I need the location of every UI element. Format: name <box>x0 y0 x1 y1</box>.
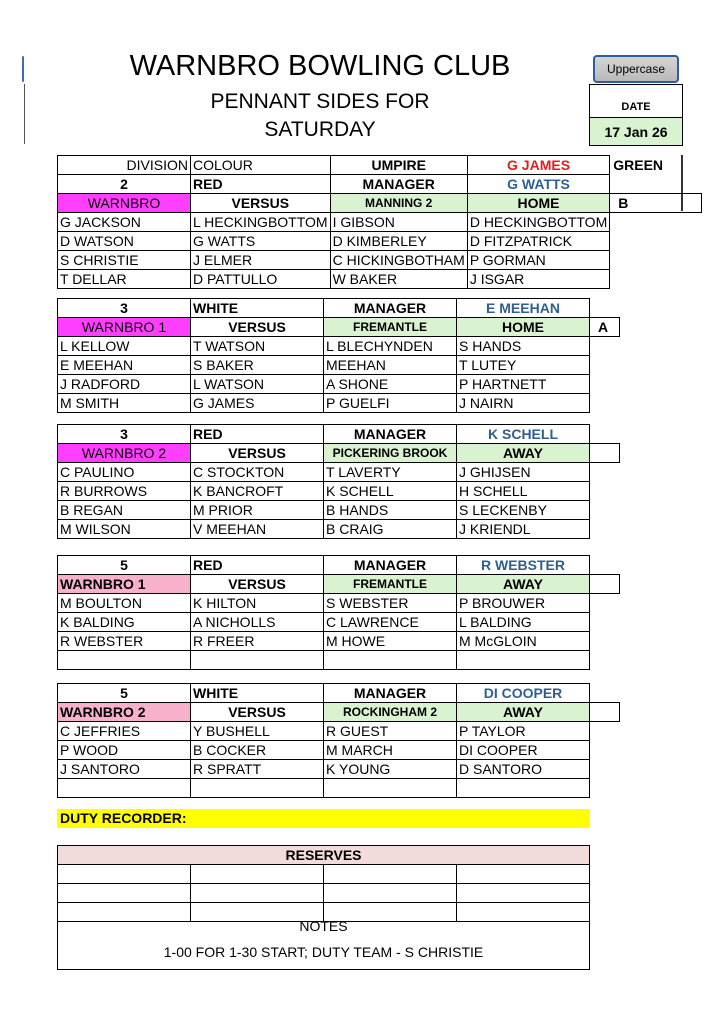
player-cell: R WEBSTER <box>58 632 191 651</box>
division-number: 5 <box>58 684 191 703</box>
venue: HOME <box>457 318 590 337</box>
division-number: 2 <box>58 175 191 194</box>
team-name: WARNBRO 1 <box>58 575 191 594</box>
player-cell: P TAYLOR <box>457 722 590 741</box>
side-colour: RED <box>191 425 324 444</box>
player-cell: V MEEHAN <box>191 520 324 539</box>
player-cell: T WATSON <box>191 337 324 356</box>
player-cell: P WOOD <box>58 741 191 760</box>
player-cell: S HANDS <box>457 337 590 356</box>
opponent-name: ROCKINGHAM 2 <box>324 703 457 722</box>
versus-label: VERSUS <box>191 444 324 463</box>
table-row <box>58 156 702 175</box>
player-cell: L BLECHYNDEN <box>324 337 457 356</box>
player-cell: Y BUSHELL <box>191 722 324 741</box>
colour-header: COLOUR <box>191 156 331 175</box>
table-row <box>58 884 590 903</box>
player-cell: A NICHOLLS <box>191 613 324 632</box>
player-cell <box>191 779 324 798</box>
division-table-3 <box>57 424 620 539</box>
player-cell: P GUELFI <box>324 394 457 413</box>
opponent-name: PICKERING BROOK <box>324 444 457 463</box>
table-row <box>58 779 620 798</box>
opponent-name: MANNING 2 <box>330 194 467 213</box>
manager-name: K SCHELL <box>457 425 590 444</box>
reserve-cell <box>324 865 457 884</box>
table-row <box>58 520 620 539</box>
player-cell: G JACKSON <box>58 213 191 232</box>
green-rink: A <box>590 318 620 337</box>
player-cell: A SHONE <box>324 375 457 394</box>
manager-name: E MEEHAN <box>457 299 590 318</box>
duty-recorder-label: DUTY RECORDER: <box>57 809 590 828</box>
player-cell: T LUTEY <box>457 356 590 375</box>
subtitle-line-2: SATURDAY <box>264 118 376 141</box>
player-cell: R GUEST <box>324 722 457 741</box>
player-cell: G WATTS <box>191 232 331 251</box>
player-cell <box>457 651 590 670</box>
player-cell: DI COOPER <box>457 741 590 760</box>
player-cell: J SANTORO <box>58 760 191 779</box>
player-cell: L WATSON <box>191 375 324 394</box>
player-cell: MEEHAN <box>324 356 457 375</box>
player-cell: M SMITH <box>58 394 191 413</box>
table-row <box>58 482 620 501</box>
player-cell: D FITZPATRICK <box>467 232 609 251</box>
table-row <box>58 251 702 270</box>
player-cell: D HECKINGBOTTOM <box>467 213 609 232</box>
player-cell: C JEFFRIES <box>58 722 191 741</box>
blank-cell <box>590 760 620 779</box>
player-cell: L BALDING <box>457 613 590 632</box>
player-cell: S LECKENBY <box>457 501 590 520</box>
versus-label: VERSUS <box>191 318 324 337</box>
player-cell: S BAKER <box>191 356 324 375</box>
division-header: DIVISION <box>58 156 191 175</box>
table-row <box>58 684 620 703</box>
player-cell <box>324 779 457 798</box>
green-rink <box>590 703 620 722</box>
table-row <box>58 556 620 575</box>
table-row <box>58 846 590 865</box>
table-row <box>58 356 620 375</box>
player-cell: M McGLOIN <box>457 632 590 651</box>
player-cell: K BANCROFT <box>191 482 324 501</box>
player-cell <box>191 651 324 670</box>
versus-label: VERSUS <box>191 194 331 213</box>
player-cell: M MARCH <box>324 741 457 760</box>
player-cell: J GHIJSEN <box>457 463 590 482</box>
blank-cell <box>590 375 620 394</box>
date-value: 17 Jan 26 <box>590 117 682 145</box>
player-cell <box>58 651 191 670</box>
table-row <box>58 575 620 594</box>
blank-cell <box>590 556 620 575</box>
table-row <box>58 375 620 394</box>
division-number: 3 <box>58 425 191 444</box>
manager-name: DI COOPER <box>457 684 590 703</box>
manager-label: MANAGER <box>330 175 467 194</box>
blank-cell <box>590 463 620 482</box>
player-cell: P HARTNETT <box>457 375 590 394</box>
manager-label: MANAGER <box>324 684 457 703</box>
player-cell: M PRIOR <box>191 501 324 520</box>
green-label: GREEN <box>613 156 664 173</box>
club-title: WARNBRO BOWLING CLUB <box>129 50 511 82</box>
table-row <box>58 444 620 463</box>
blank-cell <box>590 779 620 798</box>
player-cell: L KELLOW <box>58 337 191 356</box>
manager-name: R WEBSTER <box>457 556 590 575</box>
player-cell: J KRIENDL <box>457 520 590 539</box>
blank-cell <box>590 722 620 741</box>
blank-cell <box>590 684 620 703</box>
player-cell: H SCHELL <box>457 482 590 501</box>
division-table-4 <box>57 555 620 670</box>
player-cell: K HILTON <box>191 594 324 613</box>
table-row <box>58 722 620 741</box>
player-cell: B CRAIG <box>324 520 457 539</box>
player-cell: R SPRATT <box>191 760 324 779</box>
reserve-cell <box>191 865 324 884</box>
table-row <box>58 594 620 613</box>
division-number: 5 <box>58 556 191 575</box>
umpire-label: UMPIRE <box>330 156 467 175</box>
player-cell: W BAKER <box>330 270 467 289</box>
table-row <box>58 703 620 722</box>
player-cell: B REGAN <box>58 501 191 520</box>
versus-label: VERSUS <box>191 703 324 722</box>
table-row <box>58 501 620 520</box>
blank-cell <box>610 270 702 289</box>
table-row <box>58 232 702 251</box>
player-cell: E MEEHAN <box>58 356 191 375</box>
manager-name: G WATTS <box>467 175 609 194</box>
blank-cell <box>590 337 620 356</box>
reserve-cell <box>457 884 590 903</box>
blank-cell <box>590 482 620 501</box>
table-row <box>58 318 620 337</box>
player-cell: B COCKER <box>191 741 324 760</box>
player-cell: G JAMES <box>191 394 324 413</box>
blank-cell <box>590 594 620 613</box>
player-cell: J NAIRN <box>457 394 590 413</box>
player-cell: S WEBSTER <box>324 594 457 613</box>
player-cell <box>457 779 590 798</box>
table-row <box>58 270 702 289</box>
table-row <box>58 213 702 232</box>
venue: AWAY <box>457 703 590 722</box>
table-row <box>58 613 620 632</box>
venue: AWAY <box>457 444 590 463</box>
blank-cell <box>610 175 702 194</box>
side-colour: RED <box>191 556 324 575</box>
table-row <box>58 865 590 884</box>
date-label: DATE <box>621 101 651 113</box>
left-margin-marker <box>22 56 24 82</box>
blank-cell <box>590 356 620 375</box>
reserves-title: RESERVES <box>58 846 590 865</box>
table-row <box>58 741 620 760</box>
player-cell: C LAWRENCE <box>324 613 457 632</box>
table-row <box>58 337 620 356</box>
division-table-5 <box>57 683 620 798</box>
green-rink: B <box>610 194 702 213</box>
team-name: WARNBRO 2 <box>58 444 191 463</box>
uppercase-button[interactable]: Uppercase <box>593 55 679 83</box>
player-cell <box>324 651 457 670</box>
player-cell: S CHRISTIE <box>58 251 191 270</box>
opponent-name: FREMANTLE <box>324 575 457 594</box>
player-cell: T DELLAR <box>58 270 191 289</box>
table-row <box>58 194 702 213</box>
player-cell: B HANDS <box>324 501 457 520</box>
player-cell: C HICKINGBOTHAM <box>330 251 467 270</box>
blank-cell <box>590 501 620 520</box>
blank-cell <box>590 651 620 670</box>
reserve-cell <box>191 884 324 903</box>
blank-cell <box>590 394 620 413</box>
blank-cell <box>610 251 702 270</box>
notes-text: 1-00 FOR 1-30 START; DUTY TEAM - S CHRISTIE <box>163 944 484 960</box>
manager-label: MANAGER <box>324 556 457 575</box>
reserve-cell <box>58 884 191 903</box>
division-table-2 <box>57 298 620 413</box>
table-row <box>58 632 620 651</box>
date-box <box>589 84 683 146</box>
player-cell: M WILSON <box>58 520 191 539</box>
versus-label: VERSUS <box>191 575 324 594</box>
notes-box <box>57 916 590 970</box>
player-cell: J ELMER <box>191 251 331 270</box>
table-row <box>58 651 620 670</box>
player-cell: K SCHELL <box>324 482 457 501</box>
manager-label: MANAGER <box>324 299 457 318</box>
reserve-cell <box>457 865 590 884</box>
player-cell: P GORMAN <box>467 251 609 270</box>
reserves-table <box>57 845 590 922</box>
blank-cell <box>590 425 620 444</box>
player-cell: J ISGAR <box>467 270 609 289</box>
player-cell: I GIBSON <box>330 213 467 232</box>
player-cell: R BURROWS <box>58 482 191 501</box>
green-rink <box>590 444 620 463</box>
left-margin-line <box>24 84 25 144</box>
manager-label: MANAGER <box>324 425 457 444</box>
player-cell: K YOUNG <box>324 760 457 779</box>
team-name: WARNBRO 1 <box>58 318 191 337</box>
venue: HOME <box>467 194 609 213</box>
player-cell: C STOCKTON <box>191 463 324 482</box>
player-cell: J RADFORD <box>58 375 191 394</box>
player-cell <box>58 779 191 798</box>
table-row <box>58 463 620 482</box>
player-cell: R FREER <box>191 632 324 651</box>
player-cell: M HOWE <box>324 632 457 651</box>
table-row <box>58 299 620 318</box>
table-row <box>58 394 620 413</box>
player-cell: C PAULINO <box>58 463 191 482</box>
side-colour: WHITE <box>191 684 324 703</box>
team-name: WARNBRO 2 <box>58 703 191 722</box>
player-cell: K BALDING <box>58 613 191 632</box>
opponent-name: FREMANTLE <box>324 318 457 337</box>
player-cell: D PATTULLO <box>191 270 331 289</box>
blank-cell <box>590 632 620 651</box>
division-number: 3 <box>58 299 191 318</box>
player-cell: L HECKINGBOTTOM <box>191 213 331 232</box>
division-table-1 <box>57 155 702 289</box>
player-cell: D SANTORO <box>457 760 590 779</box>
blank-cell <box>590 299 620 318</box>
player-cell: D WATSON <box>58 232 191 251</box>
player-cell: D KIMBERLEY <box>330 232 467 251</box>
blank-cell <box>610 232 702 251</box>
team-name: WARNBRO <box>58 194 191 213</box>
green-rink <box>590 575 620 594</box>
notes-title: NOTES <box>299 918 348 934</box>
venue: AWAY <box>457 575 590 594</box>
table-row <box>58 175 702 194</box>
side-colour: RED <box>191 175 331 194</box>
player-cell: P BROUWER <box>457 594 590 613</box>
reserve-cell <box>58 865 191 884</box>
player-cell: T LAVERTY <box>324 463 457 482</box>
player-cell: M BOULTON <box>58 594 191 613</box>
table-row <box>58 760 620 779</box>
umpire-name: G JAMES <box>467 156 609 175</box>
blank-cell <box>610 213 702 232</box>
blank-cell <box>590 741 620 760</box>
blank-cell <box>590 520 620 539</box>
reserve-cell <box>324 884 457 903</box>
blank-cell <box>590 613 620 632</box>
subtitle-line-1: PENNANT SIDES FOR <box>210 90 430 113</box>
side-colour: WHITE <box>191 299 324 318</box>
table-row <box>58 425 620 444</box>
